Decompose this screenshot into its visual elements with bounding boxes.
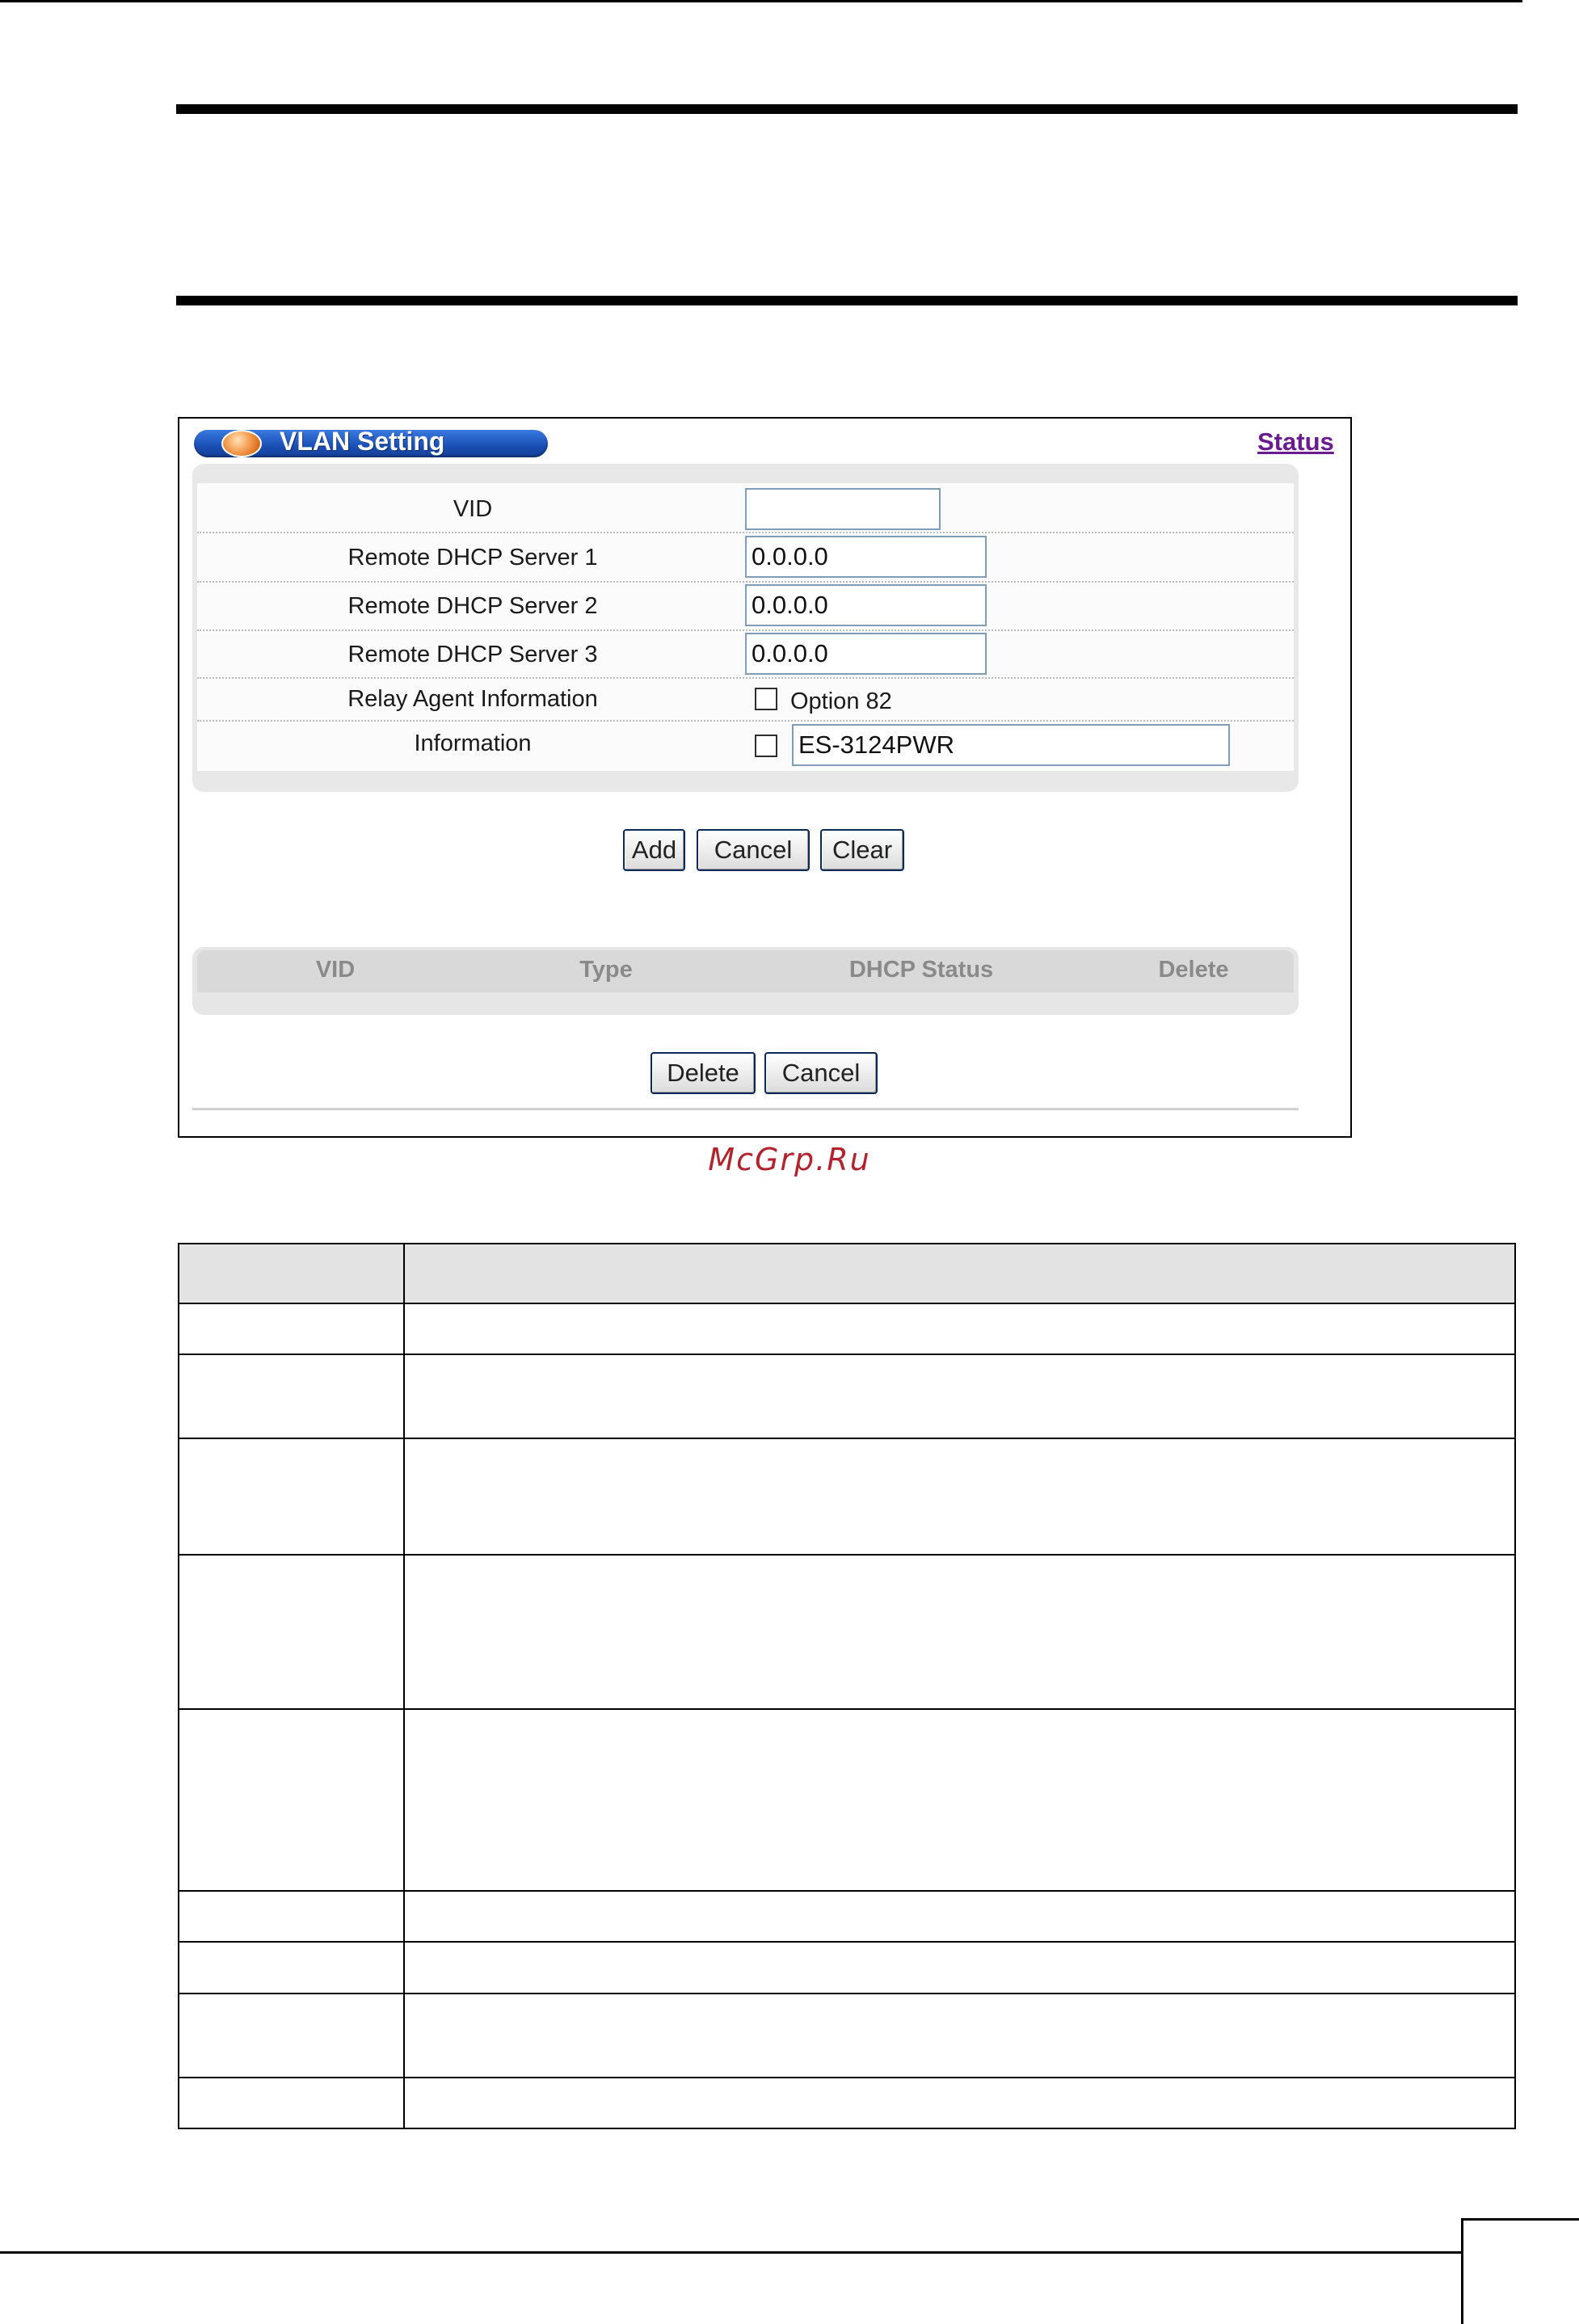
remote-dhcp-server-3-label: Remote DHCP Server 3 <box>347 642 598 667</box>
page-number-box <box>1461 2218 1579 2324</box>
vid-label: VID <box>453 496 493 522</box>
section-rule-top <box>176 104 1518 114</box>
table-row <box>179 1354 1515 1438</box>
description-table <box>178 1243 1516 2129</box>
table-row <box>179 1994 1515 2078</box>
column-header-delete: Delete <box>1158 957 1229 983</box>
vid-input[interactable] <box>745 488 941 530</box>
remote-dhcp-server-2-input[interactable] <box>745 584 987 626</box>
table-row <box>179 2078 1515 2128</box>
add-button[interactable]: Add <box>623 829 685 871</box>
cancel-delete-button[interactable]: Cancel <box>764 1052 878 1094</box>
row-divider <box>197 581 1294 583</box>
information-checkbox[interactable] <box>755 735 777 757</box>
table-row <box>179 1303 1515 1354</box>
page-top-rule <box>0 0 1522 2</box>
watermark-text: McGrp.Ru <box>708 1142 871 1177</box>
row-divider <box>197 720 1294 722</box>
status-link[interactable]: Status <box>1257 427 1334 456</box>
table-row <box>179 1438 1515 1555</box>
clear-button[interactable]: Clear <box>820 829 904 871</box>
delete-button[interactable]: Delete <box>651 1052 756 1094</box>
table-header-row <box>179 1244 1515 1303</box>
remote-dhcp-server-1-label: Remote DHCP Server 1 <box>347 545 598 570</box>
table-row <box>179 1891 1515 1942</box>
relay-agent-information-label: Relay Agent Information <box>347 686 598 712</box>
remote-dhcp-server-2-label: Remote DHCP Server 2 <box>347 593 598 619</box>
option-82-checkbox[interactable] <box>755 688 777 710</box>
row-divider <box>197 677 1294 679</box>
table-row <box>179 1709 1515 1891</box>
remote-dhcp-server-1-input[interactable] <box>745 536 987 578</box>
table-row <box>179 1555 1515 1709</box>
page-footer-rule <box>0 2251 1463 2254</box>
remote-dhcp-server-3-input[interactable] <box>745 633 987 675</box>
screen-title: VLAN Setting <box>280 427 445 456</box>
column-header-vid: VID <box>315 957 356 983</box>
orb-icon <box>221 430 262 457</box>
option-82-label: Option 82 <box>790 688 892 714</box>
information-label: Information <box>414 730 532 756</box>
information-input[interactable] <box>792 724 1230 766</box>
row-divider <box>197 629 1294 631</box>
column-header-dhcp-status: DHCP Status <box>848 957 994 983</box>
cancel-button[interactable]: Cancel <box>697 829 810 871</box>
section-rule-bottom <box>176 296 1518 305</box>
row-divider <box>197 532 1294 533</box>
table-row <box>179 1942 1515 1994</box>
bottom-separator <box>192 1108 1299 1110</box>
column-header-type: Type <box>579 957 633 983</box>
